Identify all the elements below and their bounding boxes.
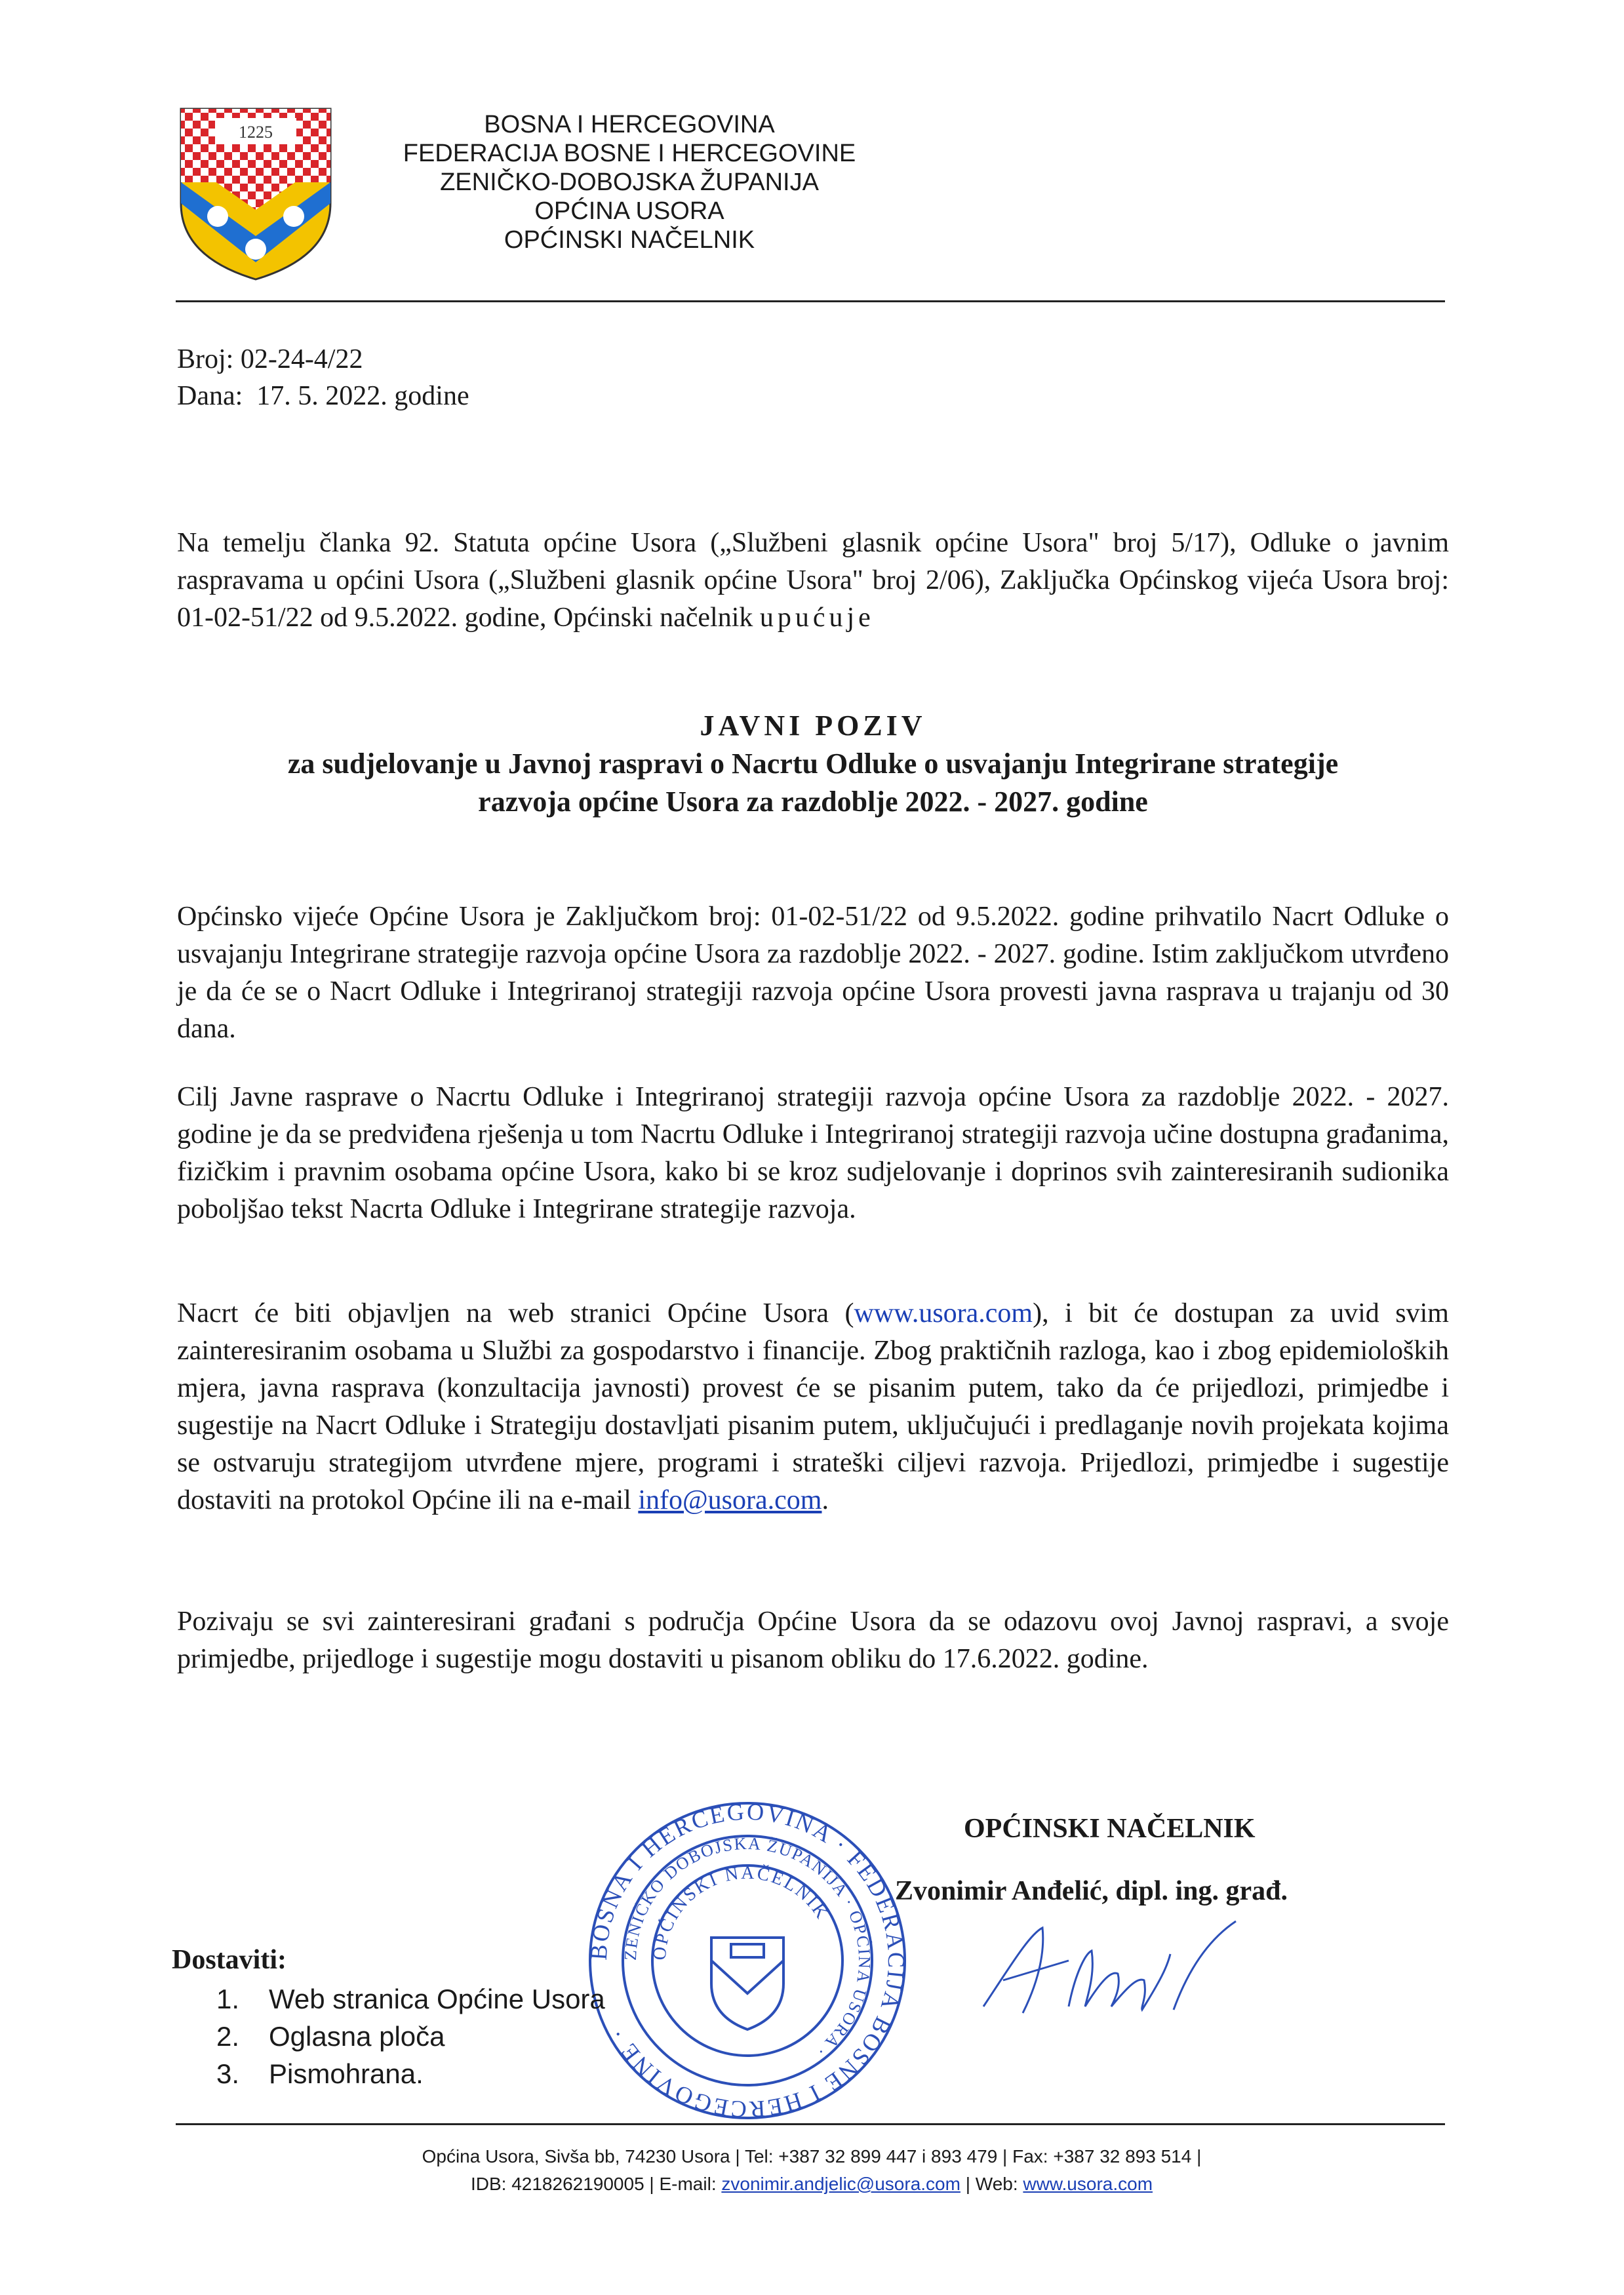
- list-item-number: 1.: [216, 1984, 240, 2014]
- p3-text-a: Nacrt će biti objavljen na web stranici Općine Usora (: [177, 1298, 854, 1328]
- body-paragraph-4: Pozivaju se svi zainteresirani građani s područja Općine Usora da se odazovu ovoj Javnoj raspravi, a svoje primjedbe, prijedloge i sugestije mogu dostaviti u pisanom obliku do 17.6.2022. godine.: [177, 1606, 1449, 1674]
- reference-number: Broj: 02-24-4/22: [177, 344, 363, 374]
- body-paragraph-3: [177, 1295, 1449, 1519]
- footer-idb-text: IDB: 4218262190005 | E-mail:: [470, 2174, 722, 2194]
- list-item: [216, 2018, 605, 2055]
- email-link[interactable]: info@usora.com: [638, 1485, 822, 1515]
- official-stamp: [584, 1797, 911, 2125]
- header-divider: [176, 300, 1445, 302]
- list-item-text: Web stranica Općine Usora: [269, 1984, 605, 2014]
- letterhead-line-country: BOSNA I HERCEGOVINA: [484, 111, 775, 138]
- handwritten-signature: [970, 1915, 1246, 2020]
- body-paragraph-2: Cilj Javne rasprave o Nacrtu Odluke i Integriranoj strategiji razvoja općine Usora za razdoblje 2022. - 2027. godine je da se predviđena rješenja u tom Nacrtu Odluke i Integriranoj strategiji razvoja učine dostupna građanima, fizičkim i pravnim osobama općine Usora, kako bi se kroz sudjelovanje i doprinos svih zainteresiranih sudionika poboljšao tekst Nacrta Odluke i Integrirane strategije razvoja.: [177, 1082, 1449, 1224]
- footer-divider: [176, 2123, 1445, 2125]
- document-reference: [177, 341, 469, 414]
- letterhead-institution: [367, 110, 892, 254]
- title-sub-line1: za sudjelovanje u Javnoj raspravi o Nacrtu Odluke o usvajanju Integrirane strategije: [287, 748, 1339, 780]
- list-item-text: Pismohrana.: [269, 2058, 424, 2089]
- signature-name: Zvonimir Anđelić, dipl. ing. građ.: [895, 1876, 1288, 1906]
- footer-ids-line: [177, 2170, 1446, 2198]
- stamp-crest-icon: [711, 1938, 783, 2029]
- distribution-label: Dostaviti:: [172, 1945, 287, 1975]
- document-title: [177, 707, 1449, 821]
- distribution-list: [216, 1980, 605, 2092]
- letterhead-line-municipality: OPĆINA USORA: [534, 197, 724, 225]
- letterhead-line-office: OPĆINSKI NAČELNIK: [504, 226, 755, 254]
- body-paragraph-1: Općinsko vijeće Općine Usora je Zaključkom broj: 01-02-51/22 od 9.5.2022. godine prihvatilo Nacrt Odluke o usvajanju Integrirane strategije razvoja općine Usora za razdoblje 2022. - 2027. godine. Istim zaključkom utvrđeno je da će se o Nacrt Odluke i Integriranoj strategiji razvoja općine Usora provesti javna rasprava u trajanju od 30 dana.: [177, 902, 1449, 1044]
- footer-web-label: | Web:: [960, 2174, 1023, 2194]
- intro-paragraph: [177, 525, 1449, 637]
- stamp-outer-text: BOSNA I HERCEGOVINA · FEDERACIJA BOSNE I HERCEGOVINE ·: [585, 1798, 910, 2123]
- intro-verb: upućuje: [759, 603, 875, 633]
- list-item-text: Oglasna ploča: [269, 2021, 445, 2052]
- stamp-center-text: OPĆINSKI NAČELNIK: [649, 1862, 833, 1961]
- footer-email-link[interactable]: zvonimir.andjelic@usora.com: [721, 2174, 961, 2194]
- list-item-number: 2.: [216, 2021, 240, 2052]
- title-sub-line2: razvoja općine Usora za razdoblje 2022. - 2027. godine: [478, 786, 1148, 818]
- website-link[interactable]: www.usora.com: [854, 1298, 1033, 1328]
- list-item-number: 3.: [216, 2058, 240, 2089]
- title-main: JAVNI POZIV: [700, 709, 926, 742]
- signature-title: OPĆINSKI NAČELNIK: [964, 1814, 1256, 1844]
- municipality-crest-logo: [177, 105, 334, 282]
- letterhead-line-federation: FEDERACIJA BOSNE I HERCEGOVINE: [403, 140, 856, 167]
- reference-date: Dana: 17. 5. 2022. godine: [177, 381, 469, 411]
- footer-contact-info: [177, 2143, 1446, 2198]
- letterhead-line-county: ZENIČKO-DOBOJSKA ŽUPANIJA: [440, 169, 819, 196]
- intro-text: Na temelju članka 92. Statuta općine Usora („Službeni glasnik općine Usora" broj 5/17), Odluke o javnim raspravama u općini Usora („Službeni glasnik općine Usora" broj 2/06), Zaključka Općinskog vijeća Usora broj: 01-02-51/22 od 9.5.2022. godine, Općinski načelnik: [177, 528, 1449, 633]
- crest-year-text: 1225: [239, 123, 273, 142]
- footer-web-link[interactable]: www.usora.com: [1023, 2174, 1153, 2194]
- list-item: [216, 1980, 605, 2018]
- list-item: [216, 2055, 605, 2092]
- p3-text-b: ), i bit će dostupan za uvid svim zainteresiranim osobama u Službi za gospodarstvo i financije. Zbog praktičnih razloga, kao i zbog epidemioloških mjera, javna rasprava (konzultacija javnosti) provest će se pisanim putem, tako da će prijedlozi, primjedbe i sugestije na Nacrt Odluke i Strategiju dostavljati pisanim putem, uključujući i predlaganje novih projekata kojima se ostvaruju strategijom utvrđene mjere, programi i strateški ciljevi razvoja. Prijedlozi, primjedbe i sugestije dostaviti na protokol Općine ili na e-mail: [177, 1298, 1449, 1515]
- p3-text-c: .: [822, 1485, 829, 1515]
- footer-address-line: Općina Usora, Sivša bb, 74230 Usora | Tel: +387 32 899 447 i 893 479 | Fax: +387 32 893 514 |: [422, 2146, 1202, 2166]
- stamp-inner-text: ZENIČKO DOBOJSKA ŽUPANIJA · OPĆINA USORA ·: [620, 1833, 875, 2062]
